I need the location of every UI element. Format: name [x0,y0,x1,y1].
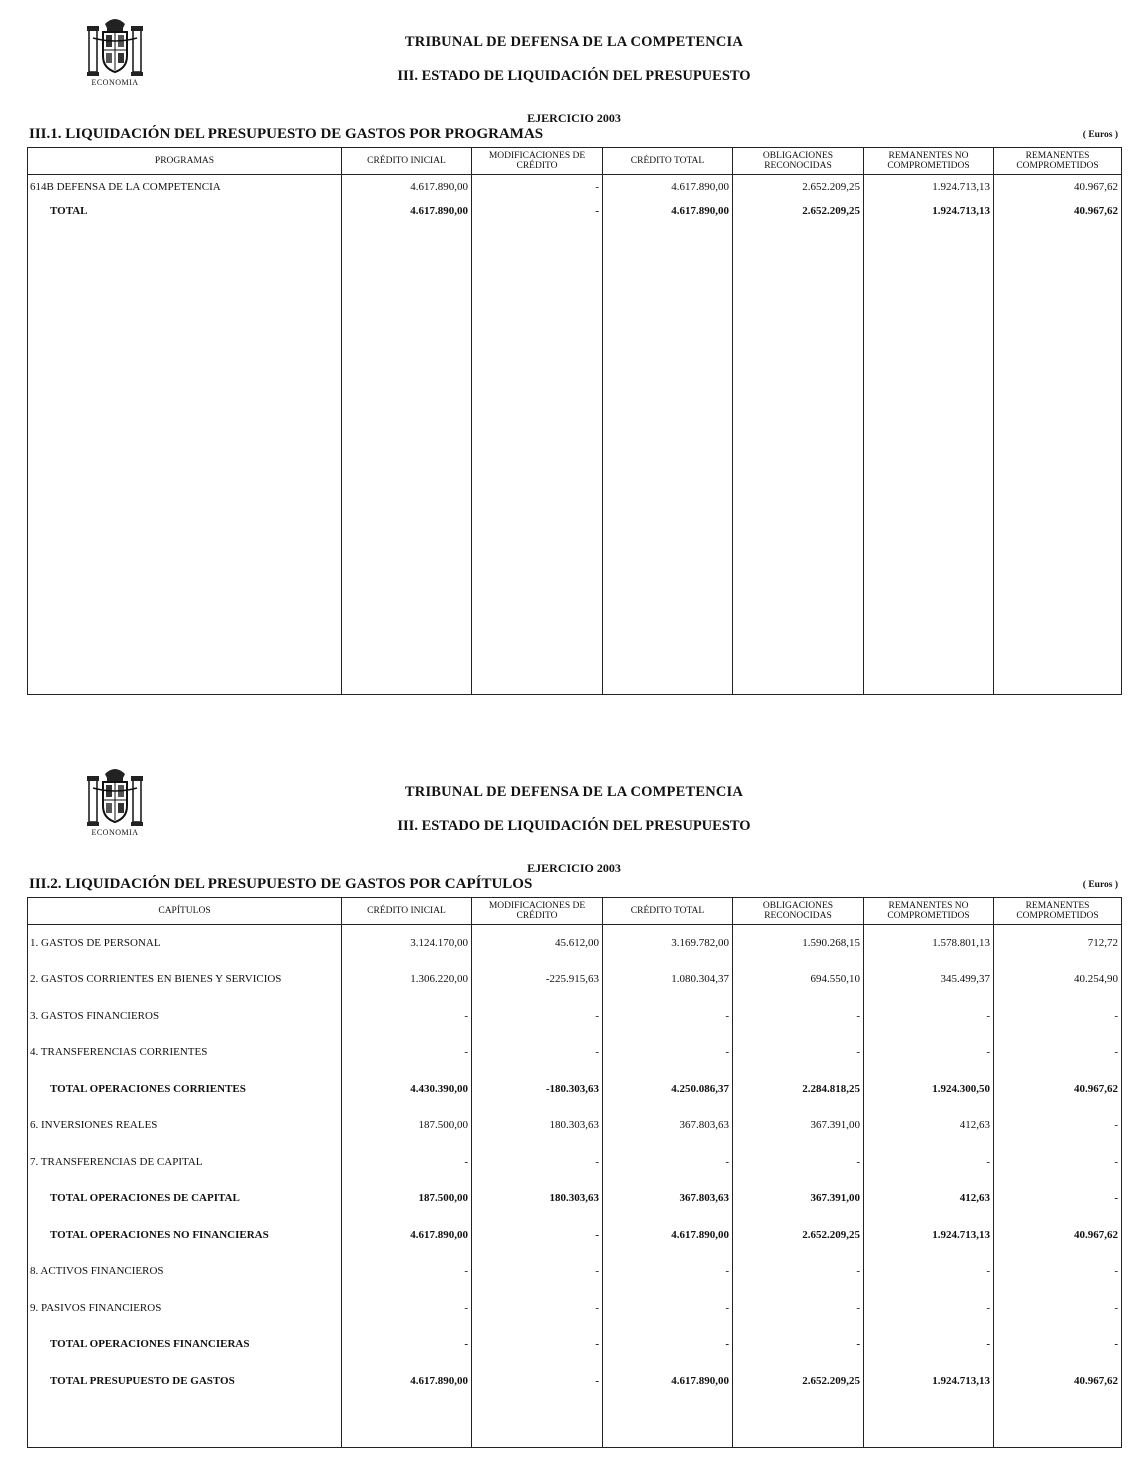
column-header: REMANENTES COMPROMETIDOS [994,148,1122,175]
table-cell: - [342,1253,472,1290]
table-cell: 180.303,63 [472,1107,603,1144]
table-cell: - [864,998,994,1035]
column-header: MODIFICACIONES DE CRÉDITO [472,148,603,175]
table-cell: - [864,1253,994,1290]
row-label: 8. ACTIVOS FINANCIEROS [28,1253,342,1290]
table-row [28,1107,1122,1144]
table-row [28,1290,1122,1327]
table-cell: - [603,998,733,1035]
table-cell: - [603,1326,733,1363]
table-cell: 1.590.268,15 [733,925,864,962]
table-cell: 412,63 [864,1107,994,1144]
row-label: 2. GASTOS CORRIENTES EN BIENES Y SERVICIOS [28,961,342,998]
table-cell: 40.967,62 [994,175,1122,199]
table-cell: - [603,1144,733,1181]
table-cell: 1.080.304,37 [603,961,733,998]
table-cell: - [864,1290,994,1327]
table-title: III.2. LIQUIDACIÓN DEL PRESUPUESTO DE GASTOS POR CAPÍTULOS [29,876,533,892]
table-cell: 2.652.209,25 [733,175,864,199]
table-cell: - [472,1326,603,1363]
table-cell: 4.617.890,00 [342,1217,472,1254]
table-cell: 367.803,63 [603,1107,733,1144]
table-filler-row [28,1399,1122,1447]
table-cell: 1.924.713,13 [864,1363,994,1400]
table-cell: 4.617.890,00 [603,199,733,223]
table-cell: - [733,998,864,1035]
table-row-total [28,199,1122,223]
org-title: TRIBUNAL DE DEFENSA DE LA COMPETENCIA [404,34,744,50]
column-header: CRÉDITO TOTAL [603,898,733,925]
table-cell: 40.967,62 [994,199,1122,223]
table-cell: - [472,1363,603,1400]
table-row [28,1034,1122,1071]
table-cell: - [472,175,603,199]
table-cell: 4.617.890,00 [342,175,472,199]
table-cell: - [994,1326,1122,1363]
table-cell: 1.924.713,13 [864,175,994,199]
table-cell: 40.967,62 [994,1071,1122,1108]
table-cell: - [864,1326,994,1363]
column-header: REMANENTES COMPROMETIDOS [994,898,1122,925]
row-label: TOTAL OPERACIONES DE CAPITAL [28,1180,342,1217]
table-cell: 694.550,10 [733,961,864,998]
table-cell: 40.967,62 [994,1217,1122,1254]
table-cell: 712,72 [994,925,1122,962]
table-cell: - [472,998,603,1035]
table-cell: 187.500,00 [342,1107,472,1144]
column-header: REMANENTES NO COMPROMETIDOS [864,898,994,925]
crest-label: ECONOMIA [91,828,139,837]
table-header-row [28,898,1122,925]
table-cell: 1.578.801,13 [864,925,994,962]
table-cell: - [603,1034,733,1071]
table-cell: - [472,1253,603,1290]
table-title: III.1. LIQUIDACIÓN DEL PRESUPUESTO DE GASTOS POR PROGRAMAS [29,126,544,142]
table-cell: - [994,998,1122,1035]
table-cell: 367.391,00 [733,1180,864,1217]
table-cell: - [733,1034,864,1071]
row-label: 7. TRANSFERENCIAS DE CAPITAL [28,1144,342,1181]
table-cell: - [342,1144,472,1181]
column-header: OBLIGACIONES RECONOCIDAS [733,898,864,925]
table-cell: 345.499,37 [864,961,994,998]
column-header: OBLIGACIONES RECONOCIDAS [733,148,864,175]
table-cell: - [994,1034,1122,1071]
table-cell: - [342,1034,472,1071]
row-label: 1. GASTOS DE PERSONAL [28,925,342,962]
table-row [28,925,1122,962]
table-cell: - [733,1290,864,1327]
table-cell: 4.617.890,00 [603,175,733,199]
table-cell: 1.924.713,13 [864,1217,994,1254]
column-header: PROGRAMAS [28,148,342,175]
table-cell: 2.652.209,25 [733,1217,864,1254]
table-cell: - [342,1326,472,1363]
section-title: III. ESTADO DE LIQUIDACIÓN DEL PRESUPUESTO [397,68,751,84]
table-cell: 40.254,90 [994,961,1122,998]
table-cell: 4.617.890,00 [603,1217,733,1254]
column-header: CAPÍTULOS [28,898,342,925]
table-row [28,1253,1122,1290]
row-label: TOTAL OPERACIONES CORRIENTES [28,1071,342,1108]
table-cell: 4.430.390,00 [342,1071,472,1108]
table-cell: 2.652.209,25 [733,199,864,223]
fiscal-year: EJERCICIO 2003 [527,111,621,125]
table-cell: - [472,1217,603,1254]
row-label: 9. PASIVOS FINANCIEROS [28,1290,342,1327]
table-cell: 45.612,00 [472,925,603,962]
table-cell: 4.617.890,00 [342,199,472,223]
currency-note: ( Euros ) [1082,880,1118,890]
table-filler-row [28,223,1122,695]
row-label: 6. INVERSIONES REALES [28,1107,342,1144]
table-row [28,998,1122,1035]
table-cell: - [994,1290,1122,1327]
row-label: TOTAL [28,199,342,223]
table-cell: -180.303,63 [472,1071,603,1108]
row-label: 3. GASTOS FINANCIEROS [28,998,342,1035]
row-label: TOTAL OPERACIONES FINANCIERAS [28,1326,342,1363]
table-cell: 367.391,00 [733,1107,864,1144]
table-cell: 367.803,63 [603,1180,733,1217]
budget-by-programs-table [27,147,1122,695]
budget-by-chapters-table [27,897,1122,1448]
table-row-total [28,1326,1122,1363]
table-cell: 3.169.782,00 [603,925,733,962]
table-cell: - [472,1034,603,1071]
table-row-total [28,1363,1122,1400]
table-row [28,961,1122,998]
table-cell: 187.500,00 [342,1180,472,1217]
table-cell: - [994,1144,1122,1181]
column-header: REMANENTES NO COMPROMETIDOS [864,148,994,175]
table-cell: - [994,1253,1122,1290]
table-cell: - [864,1144,994,1181]
table-cell: - [603,1253,733,1290]
org-title: TRIBUNAL DE DEFENSA DE LA COMPETENCIA [404,784,744,800]
table-cell: - [342,1290,472,1327]
fiscal-year: EJERCICIO 2003 [527,861,621,875]
table-cell: - [864,1034,994,1071]
table-cell: 2.284.818,25 [733,1071,864,1108]
table-cell: - [733,1326,864,1363]
table-cell: - [472,1290,603,1327]
table-cell: - [994,1180,1122,1217]
table-cell: - [342,998,472,1035]
row-label: 614B DEFENSA DE LA COMPETENCIA [28,175,342,199]
table-cell: - [603,1290,733,1327]
column-header: CRÉDITO INICIAL [342,148,472,175]
table-row-total [28,1180,1122,1217]
table-cell: 412,63 [864,1180,994,1217]
table-cell: 4.617.890,00 [603,1363,733,1400]
row-label: TOTAL PRESUPUESTO DE GASTOS [28,1363,342,1400]
table-cell: 2.652.209,25 [733,1363,864,1400]
table-cell: 4.250.086,37 [603,1071,733,1108]
table-cell: 40.967,62 [994,1363,1122,1400]
row-label: TOTAL OPERACIONES NO FINANCIERAS [28,1217,342,1254]
table-row [28,1144,1122,1181]
table-cell: 1.924.300,50 [864,1071,994,1108]
table-cell: - [733,1144,864,1181]
table-row-total [28,1071,1122,1108]
table-cell: - [472,1144,603,1181]
table-cell: 180.303,63 [472,1180,603,1217]
table-cell: - [472,199,603,223]
table-cell: - [994,1107,1122,1144]
table-cell: 1.306.220,00 [342,961,472,998]
table-cell: 1.924.713,13 [864,199,994,223]
column-header: CRÉDITO INICIAL [342,898,472,925]
column-header: CRÉDITO TOTAL [603,148,733,175]
row-label: 4. TRANSFERENCIAS CORRIENTES [28,1034,342,1071]
table-cell: 4.617.890,00 [342,1363,472,1400]
section-title: III. ESTADO DE LIQUIDACIÓN DEL PRESUPUESTO [397,818,751,834]
table-row-total [28,1217,1122,1254]
table-header-row [28,148,1122,175]
column-header: MODIFICACIONES DE CRÉDITO [472,898,603,925]
table-cell: -225.915,63 [472,961,603,998]
table-cell: - [733,1253,864,1290]
table-row [28,175,1122,199]
crest-label: ECONOMIA [91,78,139,87]
table-cell: 3.124.170,00 [342,925,472,962]
currency-note: ( Euros ) [1082,130,1118,140]
